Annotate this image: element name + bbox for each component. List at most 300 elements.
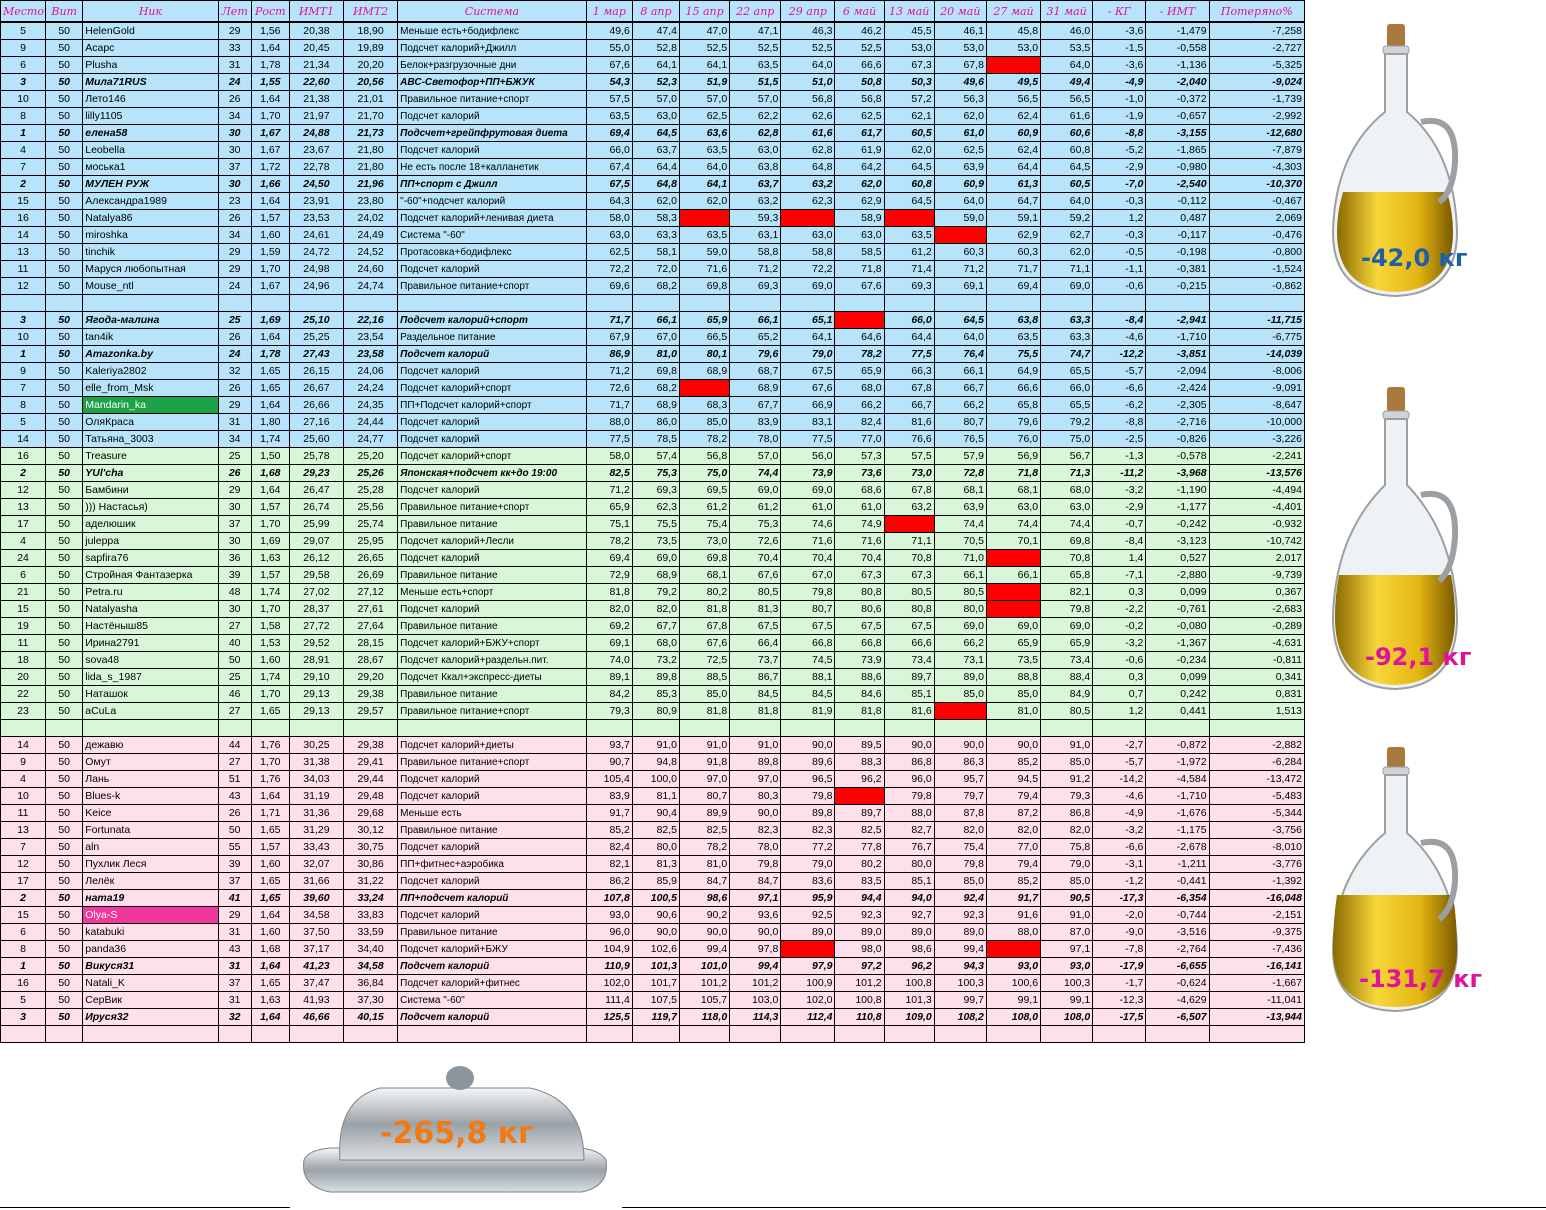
table-cell: -0,657	[1146, 108, 1209, 125]
table-cell: 56,3	[934, 91, 986, 108]
table-row	[1, 601, 1305, 618]
table-cell: 73,4	[884, 652, 934, 669]
table-cell: 97,8	[730, 941, 781, 958]
table-cell: Не есть после 18+калланетик	[398, 159, 587, 176]
table-cell: 66,9	[781, 397, 835, 414]
table-cell: -1,7	[1093, 975, 1146, 992]
table-cell: 17	[1, 873, 46, 890]
table-row	[1, 584, 1305, 601]
table-cell	[289, 295, 343, 312]
table-row	[1, 363, 1305, 380]
table-cell: 28,37	[289, 601, 343, 618]
table-cell: 1	[1, 958, 46, 975]
table-cell: 37,17	[289, 941, 343, 958]
table-cell: 64,5	[1041, 159, 1093, 176]
table-cell: 101,0	[680, 958, 730, 975]
table-cell: 64,4	[632, 159, 679, 176]
table-cell: 14	[1, 431, 46, 448]
table-cell: 73,0	[680, 533, 730, 550]
table-cell: 84,6	[835, 686, 884, 703]
table-cell: ))) Настасья)	[83, 499, 218, 516]
table-cell: 47,4	[632, 22, 679, 40]
table-cell: 78,2	[680, 431, 730, 448]
table-cell	[46, 1026, 83, 1043]
table-cell: -8,8	[1093, 125, 1146, 142]
table-cell: -1,3	[1093, 448, 1146, 465]
table-cell: 91,6	[986, 907, 1040, 924]
table-cell: 71,2	[934, 261, 986, 278]
table-cell	[632, 1026, 679, 1043]
header-cell: 8 апр	[632, 1, 679, 23]
table-cell: Natalya86	[83, 210, 218, 227]
table-cell: 1,70	[251, 108, 289, 125]
table-cell: 64,0	[934, 193, 986, 210]
table-cell: МУЛЕН РУЖ	[83, 176, 218, 193]
table-cell: 72,2	[781, 261, 835, 278]
table-cell: 76,4	[934, 346, 986, 363]
table-cell: 50	[46, 57, 83, 74]
table-cell: 66,7	[884, 397, 934, 414]
table-cell: 2	[1, 890, 46, 907]
table-cell: 60,5	[884, 125, 934, 142]
table-cell: 50	[46, 380, 83, 397]
table-cell: Plusha	[83, 57, 218, 74]
table-cell: 67,3	[835, 567, 884, 584]
table-cell: 66,5	[680, 329, 730, 346]
table-cell: -8,006	[1209, 363, 1304, 380]
table-cell: 2	[1, 465, 46, 482]
table-cell: 43	[218, 788, 251, 805]
table-cell: 1,69	[251, 533, 289, 550]
table-cell: Мила71RUS	[83, 74, 218, 91]
header-row	[1, 1, 1305, 23]
table-cell: 107,5	[632, 992, 679, 1009]
table-cell: 31,22	[344, 873, 398, 890]
table-cell: 101,2	[835, 975, 884, 992]
table-cell: 20,20	[344, 57, 398, 74]
table-cell: 46,3	[781, 22, 835, 40]
table-cell: 50	[46, 771, 83, 788]
table-cell	[730, 1026, 781, 1043]
table-cell: 50	[46, 159, 83, 176]
table-cell: -1,710	[1146, 788, 1209, 805]
table-cell: Лето146	[83, 91, 218, 108]
table-cell: 81,8	[835, 703, 884, 720]
table-cell: Подсчет Ккал+экспресс-диеты	[398, 669, 587, 686]
table-cell: -0,080	[1146, 618, 1209, 635]
table-cell: Подсчет калорий	[398, 414, 587, 431]
table-cell: 90,0	[632, 924, 679, 941]
table-cell: 1,70	[251, 686, 289, 703]
table-cell: 58,9	[835, 210, 884, 227]
table-cell: 50	[46, 312, 83, 329]
table-cell: 81,0	[632, 346, 679, 363]
table-cell: 62,0	[632, 193, 679, 210]
table-cell: 23,80	[344, 193, 398, 210]
table-cell	[1093, 720, 1146, 737]
table-cell: 67,7	[632, 618, 679, 635]
table-cell: 30,86	[344, 856, 398, 873]
table-cell: 47,0	[680, 22, 730, 40]
table-cell: 5	[1, 414, 46, 431]
table-row	[1, 992, 1305, 1009]
table-cell: -2,880	[1146, 567, 1209, 584]
table-cell: 83,9	[586, 788, 632, 805]
table-cell: -4,631	[1209, 635, 1304, 652]
table-cell: 27,43	[289, 346, 343, 363]
table-cell: 28,67	[344, 652, 398, 669]
table-cell: 75,3	[730, 516, 781, 533]
table-cell: -3,123	[1146, 533, 1209, 550]
table-cell: 64,9	[986, 363, 1040, 380]
table-cell: 99,4	[934, 941, 986, 958]
table-cell: -4,6	[1093, 329, 1146, 346]
table-row	[1, 108, 1305, 125]
table-cell: 77,0	[835, 431, 884, 448]
table-cell: 63,0	[730, 142, 781, 159]
table-cell: 50	[46, 176, 83, 193]
table-cell: Протасовка+бодифлекс	[398, 244, 587, 261]
table-cell: -3,756	[1209, 822, 1304, 839]
table-cell: 72,6	[730, 533, 781, 550]
table-cell: 68,1	[680, 567, 730, 584]
table-cell: 31,19	[289, 788, 343, 805]
table-cell: 50	[46, 992, 83, 1009]
table-cell: 67,6	[781, 380, 835, 397]
table-row	[1, 91, 1305, 108]
table-cell: 67,7	[730, 397, 781, 414]
table-row	[1, 329, 1305, 346]
table-cell: 63,1	[730, 227, 781, 244]
table-cell: -6,2	[1093, 397, 1146, 414]
table-cell: 21,96	[344, 176, 398, 193]
table-cell: 68,6	[835, 482, 884, 499]
table-cell: 50	[46, 737, 83, 754]
table-cell: 18,90	[344, 22, 398, 40]
table-cell: 75,4	[934, 839, 986, 856]
table-cell	[46, 295, 83, 312]
table-cell: 75,5	[986, 346, 1040, 363]
table-cell: 53,0	[934, 40, 986, 57]
table-cell: 62,5	[835, 108, 884, 125]
table-cell: 31,66	[289, 873, 343, 890]
table-cell: Подсчет калорий+ленивая диета	[398, 210, 587, 227]
table-cell: 37	[218, 975, 251, 992]
table-cell: 69,0	[632, 550, 679, 567]
table-cell: 61,2	[730, 499, 781, 516]
table-cell: -13,576	[1209, 465, 1304, 482]
table-cell: 28,91	[289, 652, 343, 669]
table-cell: 34	[218, 431, 251, 448]
table-cell: 53,0	[884, 40, 934, 57]
table-cell: 63,7	[730, 176, 781, 193]
table-cell: 23,67	[289, 142, 343, 159]
table-cell	[934, 295, 986, 312]
table-cell	[289, 720, 343, 737]
table-cell: Правильное питание	[398, 567, 587, 584]
table-cell: Лелёк	[83, 873, 218, 890]
table-cell: Татьяна_3003	[83, 431, 218, 448]
header-cell: - КГ	[1093, 1, 1146, 23]
table-cell: 12	[1, 482, 46, 499]
table-cell: 83,5	[835, 873, 884, 890]
table-cell: -2,683	[1209, 601, 1304, 618]
table-cell: Викуся31	[83, 958, 218, 975]
table-cell: 98,0	[835, 941, 884, 958]
table-cell: 1,74	[251, 584, 289, 601]
table-cell: -1,524	[1209, 261, 1304, 278]
table-cell: 29,20	[344, 669, 398, 686]
table-cell: 71,4	[884, 261, 934, 278]
header-cell: Потеряно%	[1209, 1, 1304, 23]
table-cell: 90,0	[730, 805, 781, 822]
table-cell: 89,7	[884, 669, 934, 686]
table-cell: -10,370	[1209, 176, 1304, 193]
table-cell: -4,9	[1093, 74, 1146, 91]
table-cell: 1,64	[251, 482, 289, 499]
table-cell: 29,23	[289, 465, 343, 482]
header-cell: 29 апр	[781, 1, 835, 23]
table-cell: -13,944	[1209, 1009, 1304, 1026]
table-cell: 100,8	[835, 992, 884, 1009]
table-cell: 71,2	[586, 363, 632, 380]
table-cell: 5	[1, 992, 46, 1009]
table-cell: 37,50	[289, 924, 343, 941]
table-cell: 13	[1, 244, 46, 261]
table-cell: 63,0	[632, 108, 679, 125]
table-cell: -12,680	[1209, 125, 1304, 142]
table-cell: 15	[1, 601, 46, 618]
table-cell: -9,375	[1209, 924, 1304, 941]
table-cell: 89,7	[835, 805, 884, 822]
table-cell: 62,5	[680, 108, 730, 125]
table-cell: 1,65	[251, 363, 289, 380]
table-cell: 88,1	[781, 669, 835, 686]
table-cell: Olya-S	[83, 907, 218, 924]
table-cell: 49,6	[934, 74, 986, 91]
table-cell: 68,9	[632, 567, 679, 584]
table-cell: 50	[218, 652, 251, 669]
table-cell: 69,2	[586, 618, 632, 635]
table-cell: 81,9	[781, 703, 835, 720]
table-cell: -2,424	[1146, 380, 1209, 397]
table-cell: -0,6	[1093, 652, 1146, 669]
table-cell: Подсчет калорий	[398, 907, 587, 924]
table-cell: 24,52	[344, 244, 398, 261]
table-cell: 84,7	[680, 873, 730, 890]
table-cell: 60,5	[1041, 176, 1093, 193]
table-cell: 51,5	[730, 74, 781, 91]
table-cell: Правильное питание	[398, 686, 587, 703]
table-cell: -2,094	[1146, 363, 1209, 380]
table-cell: 82,4	[835, 414, 884, 431]
table-cell: -2,151	[1209, 907, 1304, 924]
table-row	[1, 22, 1305, 40]
table-cell: 26	[218, 91, 251, 108]
table-cell: Асарс	[83, 40, 218, 57]
table-cell: 67,0	[632, 329, 679, 346]
table-cell: 73,9	[781, 465, 835, 482]
table-cell: 87,0	[1041, 924, 1093, 941]
table-cell: 20,38	[289, 22, 343, 40]
table-cell: -0,234	[1146, 652, 1209, 669]
table-cell: 68,7	[730, 363, 781, 380]
table-cell: 75,3	[632, 465, 679, 482]
table-row	[1, 244, 1305, 261]
table-cell: 67,6	[835, 278, 884, 295]
table-cell: Fortunata	[83, 822, 218, 839]
table-cell: aCuLa	[83, 703, 218, 720]
table-cell: Подсчет калорий	[398, 771, 587, 788]
bottle-3-label: -131,7 кг	[1359, 965, 1483, 993]
table-cell: 64,4	[884, 329, 934, 346]
table-cell: 75,8	[1041, 839, 1093, 856]
table-cell: 29	[218, 907, 251, 924]
table-cell: 7	[1, 380, 46, 397]
table-cell: 98,6	[884, 941, 934, 958]
table-cell: Подсчет калорий	[398, 550, 587, 567]
table-cell: 50	[46, 958, 83, 975]
table-cell: 67,3	[884, 567, 934, 584]
table-cell: 67,6	[680, 635, 730, 652]
table-cell: 25,95	[344, 533, 398, 550]
table-cell: -2,540	[1146, 176, 1209, 193]
table-cell	[398, 295, 587, 312]
table-cell: -0,381	[1146, 261, 1209, 278]
table-cell: 26,47	[289, 482, 343, 499]
table-cell: 29,13	[289, 703, 343, 720]
table-cell: 1,70	[251, 261, 289, 278]
table-cell: -0,198	[1146, 244, 1209, 261]
table-cell: 91,7	[586, 805, 632, 822]
table-cell: 64,3	[586, 193, 632, 210]
table-cell: 50	[46, 40, 83, 57]
table-cell: 89,5	[835, 737, 884, 754]
table-cell: 1,67	[251, 125, 289, 142]
table-cell: 100,6	[986, 975, 1040, 992]
table-cell: 27,72	[289, 618, 343, 635]
table-row	[1, 1009, 1305, 1026]
table-cell	[1, 295, 46, 312]
oil-bottle-2	[1325, 385, 1472, 695]
table-cell: 100,3	[934, 975, 986, 992]
table-cell: 118,0	[680, 1009, 730, 1026]
table-cell: 63,3	[632, 227, 679, 244]
table-cell: 24,02	[344, 210, 398, 227]
table-cell	[1146, 1026, 1209, 1043]
table-cell: 24,60	[344, 261, 398, 278]
table-row	[1, 448, 1305, 465]
table-cell: 32	[218, 363, 251, 380]
table-cell: katabuki	[83, 924, 218, 941]
table-cell: 1,72	[251, 159, 289, 176]
table-cell: 1,64	[251, 907, 289, 924]
table-cell: ПП+спорт с Джилл	[398, 176, 587, 193]
table-cell: 92,5	[781, 907, 835, 924]
table-cell: 18	[1, 652, 46, 669]
table-cell: 61,6	[781, 125, 835, 142]
table-cell: 21,34	[289, 57, 343, 74]
table-cell: 29,57	[344, 703, 398, 720]
table-cell	[781, 1026, 835, 1043]
table-cell: 50	[46, 669, 83, 686]
table-cell: 1,64	[251, 91, 289, 108]
table-cell: 67,5	[781, 618, 835, 635]
table-cell: 15	[1, 193, 46, 210]
table-cell: 59,0	[680, 244, 730, 261]
table-cell: 63,2	[781, 176, 835, 193]
table-cell: 21,01	[344, 91, 398, 108]
table-cell: 64,2	[835, 159, 884, 176]
table-cell: 34,03	[289, 771, 343, 788]
table-cell: 66,1	[986, 567, 1040, 584]
table-cell: -5,7	[1093, 363, 1146, 380]
table-cell: 29	[218, 261, 251, 278]
table-cell: ОляКраса	[83, 414, 218, 431]
table-cell: 26,66	[289, 397, 343, 414]
table-cell	[986, 941, 1040, 958]
table-cell: 63,0	[781, 227, 835, 244]
table-cell: 50	[46, 22, 83, 40]
table-cell: 21,38	[289, 91, 343, 108]
table-cell: 1,65	[251, 873, 289, 890]
table-cell: 29,38	[344, 737, 398, 754]
table-cell: 80,2	[835, 856, 884, 873]
table-row	[1, 125, 1305, 142]
table-cell: 62,8	[730, 125, 781, 142]
table-cell: 48	[218, 584, 251, 601]
table-cell: 1,58	[251, 618, 289, 635]
table-cell: -3,6	[1093, 57, 1146, 74]
table-cell: 21,97	[289, 108, 343, 125]
table-cell: 56,5	[1041, 91, 1093, 108]
table-cell: Раздельное питание	[398, 329, 587, 346]
table-cell: -2,941	[1146, 312, 1209, 329]
table-cell: 57,3	[835, 448, 884, 465]
table-cell: -0,872	[1146, 737, 1209, 754]
table-cell: 24,96	[289, 278, 343, 295]
table-cell: 66,6	[835, 57, 884, 74]
table-cell	[986, 57, 1040, 74]
table-cell: 64,6	[835, 329, 884, 346]
table-cell	[1146, 295, 1209, 312]
table-cell: 1,64	[251, 193, 289, 210]
table-cell: 11	[1, 635, 46, 652]
table-cell: -1,865	[1146, 142, 1209, 159]
table-cell: 1,60	[251, 924, 289, 941]
table-cell: 37,30	[344, 992, 398, 1009]
table-cell: 50	[46, 125, 83, 142]
table-cell	[1093, 295, 1146, 312]
table-cell: 66,8	[835, 635, 884, 652]
table-cell: Ягода-малина	[83, 312, 218, 329]
table-cell: 89,9	[680, 805, 730, 822]
table-cell: -0,761	[1146, 601, 1209, 618]
table-cell	[83, 1026, 218, 1043]
table-cell: 66,2	[835, 397, 884, 414]
table-cell: 92,3	[835, 907, 884, 924]
table-cell: 97,1	[1041, 941, 1093, 958]
table-row	[1, 159, 1305, 176]
table-row	[1, 278, 1305, 295]
table-cell: Подсчет калорий+БЖУ	[398, 941, 587, 958]
table-cell: 94,8	[632, 754, 679, 771]
table-cell: Бамбини	[83, 482, 218, 499]
table-cell	[986, 550, 1040, 567]
table-row	[1, 686, 1305, 703]
table-cell: 36	[218, 550, 251, 567]
table-cell: 67,8	[680, 618, 730, 635]
